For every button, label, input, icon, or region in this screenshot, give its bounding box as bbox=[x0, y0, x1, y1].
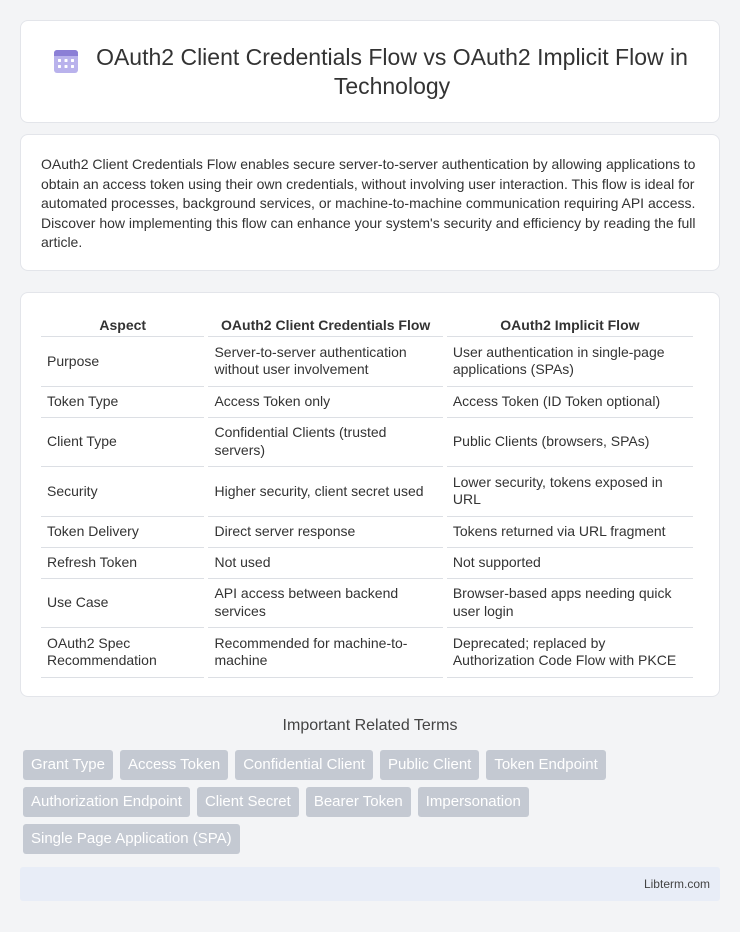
table-cell: Not used bbox=[208, 548, 442, 579]
header-inner bbox=[51, 43, 689, 101]
table-cell: Client Type bbox=[41, 418, 204, 468]
table-cell: Browser-based apps needing quick user login bbox=[447, 579, 693, 629]
table-cell: Not supported bbox=[447, 548, 693, 579]
footer-site-link[interactable]: Libterm.com bbox=[643, 877, 710, 891]
table-cell: Lower security, tokens exposed in URL bbox=[447, 467, 693, 517]
table-cell: Refresh Token bbox=[41, 548, 204, 579]
table-row bbox=[41, 579, 693, 629]
table-cell: API access between backend services bbox=[208, 579, 442, 629]
table-row bbox=[41, 467, 693, 517]
related-term-tag[interactable]: Authorization Endpoint bbox=[23, 787, 190, 817]
table-cell: Access Token only bbox=[208, 387, 442, 418]
table-cell: Deprecated; replaced by Authorization Code Flow with PKCE bbox=[447, 628, 693, 678]
related-terms-list bbox=[23, 750, 723, 854]
table-row bbox=[41, 337, 693, 387]
comparison-table bbox=[37, 315, 697, 678]
table-row bbox=[41, 387, 693, 418]
page-title: OAuth2 Client Credentials Flow vs OAuth2 Implicit Flow in Technology bbox=[96, 43, 688, 99]
related-term-tag[interactable]: Grant Type bbox=[23, 750, 113, 780]
related-term-tag[interactable]: Single Page Application (SPA) bbox=[23, 824, 240, 854]
comparison-card bbox=[20, 292, 720, 697]
intro-card bbox=[20, 134, 720, 271]
table-cell: Purpose bbox=[41, 337, 204, 387]
related-term-tag[interactable]: Confidential Client bbox=[235, 750, 373, 780]
related-terms-title: Important Related Terms bbox=[282, 717, 458, 734]
table-header: OAuth2 Client Credentials Flow bbox=[208, 315, 442, 337]
related-term-tag[interactable]: Impersonation bbox=[418, 787, 529, 817]
table-cell: Higher security, client secret used bbox=[208, 467, 442, 517]
table-row bbox=[41, 517, 693, 548]
table-row bbox=[41, 548, 693, 579]
header-card bbox=[20, 20, 720, 123]
table-cell: Direct server response bbox=[208, 517, 442, 548]
table-cell: Access Token (ID Token optional) bbox=[447, 387, 693, 418]
table-cell: Token Delivery bbox=[41, 517, 204, 548]
table-cell: Server-to-server authentication without user involvement bbox=[208, 337, 442, 387]
table-cell: User authentication in single-page applications (SPAs) bbox=[447, 337, 693, 387]
table-row bbox=[41, 418, 693, 468]
table-cell: Recommended for machine-to-machine bbox=[208, 628, 442, 678]
related-term-tag[interactable]: Token Endpoint bbox=[486, 750, 605, 780]
intro-text: OAuth2 Client Credentials Flow enables secure server-to-server authentication by allowing applications to obtain an access token using their own credentials, without involving user interaction. This flow is ideal for automated processes, background services, or machine-to-machine communication requiring API access. Discover how implementing this flow can enhance your system's security and efficiency by reading the full article. bbox=[41, 156, 696, 251]
table-cell: OAuth2 Spec Recommendation bbox=[41, 628, 204, 678]
table-header: Aspect bbox=[41, 315, 204, 337]
table-cell: Tokens returned via URL fragment bbox=[447, 517, 693, 548]
related-term-tag[interactable]: Bearer Token bbox=[306, 787, 411, 817]
related-term-tag[interactable]: Public Client bbox=[380, 750, 479, 780]
table-header-row bbox=[41, 315, 693, 337]
table-cell: Use Case bbox=[41, 579, 204, 629]
related-term-tag[interactable]: Access Token bbox=[120, 750, 228, 780]
table-row bbox=[41, 628, 693, 678]
table-header: OAuth2 Implicit Flow bbox=[447, 315, 693, 337]
footer bbox=[20, 867, 720, 901]
calendar-grid-icon bbox=[51, 46, 81, 76]
table-cell: Token Type bbox=[41, 387, 204, 418]
related-term-tag[interactable]: Client Secret bbox=[197, 787, 299, 817]
table-cell: Public Clients (browsers, SPAs) bbox=[447, 418, 693, 468]
table-cell: Confidential Clients (trusted servers) bbox=[208, 418, 442, 468]
table-cell: Security bbox=[41, 467, 204, 517]
